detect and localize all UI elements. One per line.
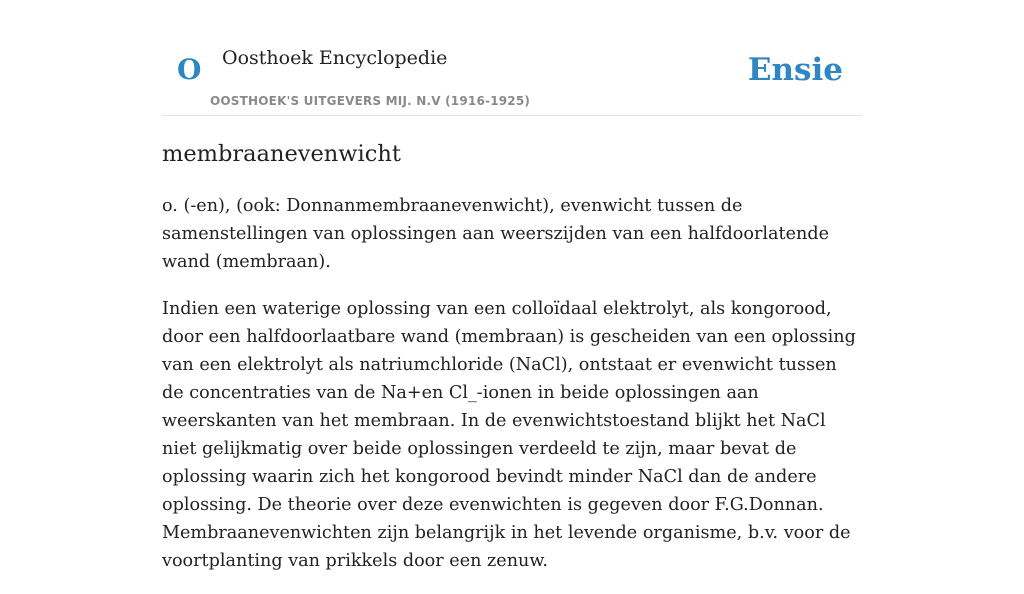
entry-title: membraanevenwicht — [162, 141, 401, 167]
source-title[interactable]: Oosthoek Encyclopedie — [222, 47, 448, 69]
source-subtitle: OOSTHOEK'S UITGEVERS MIJ. N.V (1916-1925) — [210, 94, 531, 108]
page-container — [162, 0, 862, 571]
source-header — [162, 0, 862, 116]
entry-paragraph: o. (-en), (ook: Donnanmembraanevenwicht), evenwicht tussen de samenstellingen van oplossingen aan weerszijden van een halfdoorlatende wand (membraan). — [162, 196, 829, 272]
source-logo-letter[interactable]: O — [177, 53, 202, 86]
entry-body — [162, 192, 862, 594]
ensie-brand-logo[interactable]: Ensie — [747, 52, 843, 88]
entry-paragraph: Indien een waterige oplossing van een colloïdaal elektrolyt, als kongorood, door een halfdoorlaatbare wand (membraan) is gescheiden van een oplossing van een elektrolyt als natriumchloride (NaCl), ontstaat er evenwicht tussen de concentraties van de Na+en Cl_-ionen in beide oplossingen aan weerskanten van het membraan. In de evenwichtstoestand blijkt het NaCl niet gelijkmatig over beide oplossingen verdeeld te zijn, maar bevat de oplossing waarin zich het kongorood bevindt minder NaCl dan de andere oplossing. De theorie over deze evenwichten is gegeven door F.G.Donnan. Membraanevenwichten zijn belangrijk in het levende organisme, b.v. voor de voortplanting van prikkels door een zenuw. — [162, 299, 856, 571]
